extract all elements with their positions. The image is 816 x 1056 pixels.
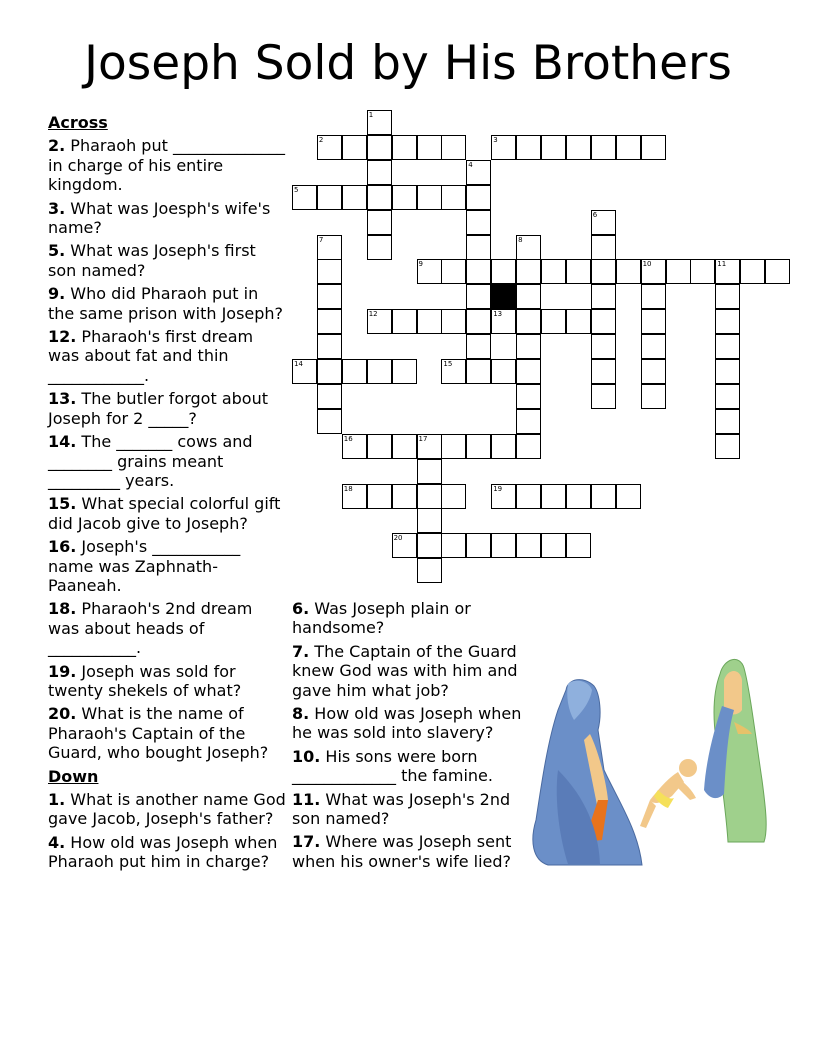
grid-cell[interactable] xyxy=(317,284,342,309)
grid-cell[interactable] xyxy=(591,135,616,160)
across-clue-list xyxy=(48,136,286,762)
clue-item xyxy=(48,537,286,595)
grid-cell[interactable] xyxy=(541,533,566,558)
down-clue-list-continued xyxy=(292,599,524,871)
standing-figure xyxy=(704,659,766,842)
grid-cell[interactable] xyxy=(616,135,641,160)
clue-text: Who did Pharaoh put in the same prison with Joseph? xyxy=(48,284,284,323)
clue-number: 6. xyxy=(292,599,310,618)
grid-cell[interactable] xyxy=(392,484,417,509)
grid-cell[interactable] xyxy=(641,309,666,334)
cell-number: 8 xyxy=(518,235,523,244)
grid-cell[interactable] xyxy=(392,185,417,210)
clue-number: 4. xyxy=(48,832,66,852)
seated-figure xyxy=(533,680,642,865)
clue-item xyxy=(48,833,286,872)
grid-cell[interactable] xyxy=(591,309,616,334)
grid-cell[interactable] xyxy=(566,533,591,558)
cell-number: 13 xyxy=(493,310,503,319)
grid-cell[interactable] xyxy=(417,309,442,334)
clue-text: What was Joseph's 2nd son named? xyxy=(292,789,511,829)
grid-cell[interactable] xyxy=(317,359,342,384)
clue-number: 8. xyxy=(292,704,310,724)
grid-cell[interactable] xyxy=(466,359,491,384)
grid-cell[interactable] xyxy=(342,185,367,210)
clue-text: The Captain of the Guard knew God was with him and gave him what job? xyxy=(292,641,518,700)
clue-text: Pharaoh's first dream was about fat and thin ____________. xyxy=(48,327,254,385)
grid-cell[interactable] xyxy=(690,259,715,284)
grid-cell[interactable] xyxy=(441,185,466,210)
across-heading: Across xyxy=(48,113,108,132)
grid-cell[interactable] xyxy=(491,533,516,558)
grid-cell[interactable] xyxy=(616,259,641,284)
grid-cell[interactable] xyxy=(317,185,342,210)
grid-cell[interactable] xyxy=(616,484,641,509)
clues-right-column xyxy=(292,599,524,875)
clue-item xyxy=(292,599,524,638)
clue-number: 13. xyxy=(48,389,77,409)
clue-item xyxy=(48,432,286,490)
clue-item xyxy=(48,662,286,701)
grid-cell[interactable] xyxy=(566,484,591,509)
grid-cell[interactable] xyxy=(342,135,367,160)
clue-text: What was Joesph's wife's name? xyxy=(48,198,271,238)
grid-cell[interactable] xyxy=(715,284,740,309)
grid-cell[interactable] xyxy=(516,235,541,260)
grid-cell[interactable] xyxy=(441,259,466,284)
grid-cell[interactable] xyxy=(541,484,566,509)
clue-number: 3. xyxy=(48,198,66,218)
grid-cell[interactable] xyxy=(317,309,342,334)
grid-cell[interactable] xyxy=(516,409,541,434)
grid-cell[interactable] xyxy=(392,434,417,459)
cell-number: 3 xyxy=(493,135,498,144)
grid-cell[interactable] xyxy=(491,309,516,334)
clue-text: Was Joseph plain or handsome? xyxy=(292,599,471,638)
cell-number: 18 xyxy=(343,484,353,493)
grid-cell[interactable] xyxy=(441,359,466,384)
grid-cell[interactable] xyxy=(516,284,541,309)
grid-cell[interactable] xyxy=(591,235,616,260)
cell-number: 6 xyxy=(592,210,598,219)
grid-cell[interactable] xyxy=(441,309,466,334)
clue-number: 1. xyxy=(48,790,66,809)
cell-number: 16 xyxy=(343,434,353,443)
clue-number: 15. xyxy=(48,494,77,514)
clue-number: 9. xyxy=(48,284,66,304)
grid-cell[interactable] xyxy=(392,135,417,160)
clue-number: 11. xyxy=(292,789,321,809)
clue-item xyxy=(292,642,524,700)
cell-number: 15 xyxy=(443,360,453,368)
cell-number: 14 xyxy=(294,360,303,368)
grid-cell[interactable] xyxy=(392,359,417,384)
grid-cell[interactable] xyxy=(292,359,317,384)
cell-number: 19 xyxy=(493,484,503,493)
grid-cell[interactable] xyxy=(591,259,616,284)
grid-cell[interactable] xyxy=(367,185,392,210)
grid-cell[interactable] xyxy=(466,309,491,334)
clue-text: Joseph was sold for twenty shekels of what? xyxy=(48,661,242,700)
grid-cell[interactable] xyxy=(466,284,491,309)
grid-cell[interactable] xyxy=(516,359,541,384)
clue-text: What is another name God gave Jacob, Joseph's father? xyxy=(48,790,286,829)
grid-cell[interactable] xyxy=(566,309,591,334)
grid-cell[interactable] xyxy=(715,384,740,409)
grid-cell[interactable] xyxy=(516,135,541,160)
cell-number: 5 xyxy=(294,185,299,194)
grid-cell[interactable] xyxy=(516,434,541,459)
cell-number: 17 xyxy=(418,434,428,443)
grid-cell[interactable] xyxy=(292,185,317,210)
clue-item xyxy=(48,790,286,829)
grid-cell[interactable] xyxy=(417,508,442,533)
grid-cell[interactable] xyxy=(317,384,342,409)
grid-cell[interactable] xyxy=(466,259,491,284)
grid-cell[interactable] xyxy=(342,359,367,384)
clue-item xyxy=(48,494,286,533)
clue-item xyxy=(48,284,286,323)
grid-cell[interactable] xyxy=(466,235,491,260)
grid-cell[interactable] xyxy=(516,334,541,359)
clue-text: Joseph's ___________ name was Zaphnath-Paaneah. xyxy=(48,537,241,595)
grid-cell[interactable] xyxy=(367,110,392,135)
cell-number: 7 xyxy=(318,235,324,244)
grid-cell[interactable] xyxy=(591,484,616,509)
grid-cell[interactable] xyxy=(641,359,666,384)
cell-number: 11 xyxy=(717,260,727,269)
clue-item xyxy=(48,241,286,280)
grid-cell[interactable] xyxy=(417,533,442,558)
clue-number: 5. xyxy=(48,241,66,261)
grid-cell[interactable] xyxy=(491,259,516,284)
grid-cell[interactable] xyxy=(417,459,442,484)
clue-text: Pharaoh put ______________ in charge of his entire kingdom. xyxy=(48,136,285,195)
clue-number: 10. xyxy=(292,746,321,766)
grid-cell[interactable] xyxy=(765,259,790,284)
cell-number: 12 xyxy=(368,310,378,319)
grid-cell[interactable] xyxy=(715,334,740,359)
grid-cell[interactable] xyxy=(417,484,442,509)
clue-item xyxy=(292,832,524,871)
grid-cell[interactable] xyxy=(491,135,516,160)
grid-cell[interactable] xyxy=(367,235,392,260)
clue-text: What special colorful gift did Jacob give to Joseph? xyxy=(48,494,281,533)
grid-cell[interactable] xyxy=(417,259,442,284)
clue-number: 16. xyxy=(48,537,77,557)
grid-cell[interactable] xyxy=(566,259,591,284)
grid-cell[interactable] xyxy=(466,533,491,558)
clue-text: Where was Joseph sent when his owner's wife lied? xyxy=(292,832,512,871)
grid-cell[interactable] xyxy=(591,359,616,384)
clue-item xyxy=(48,199,286,238)
grid-cell[interactable] xyxy=(541,259,566,284)
clue-text: What is the name of Pharaoh's Captain of the Guard, who bought Joseph? xyxy=(48,704,269,763)
clue-number: 19. xyxy=(48,661,77,681)
clue-text: Pharaoh's 2nd dream was about heads of ___________. xyxy=(48,599,253,658)
cell-number: 10 xyxy=(642,260,652,269)
grid-cell[interactable] xyxy=(417,558,442,583)
grid-cell[interactable] xyxy=(641,334,666,359)
grid-cell[interactable] xyxy=(541,135,566,160)
grid-cell[interactable] xyxy=(317,334,342,359)
grid-cell[interactable] xyxy=(466,334,491,359)
grid-cell[interactable] xyxy=(740,259,765,284)
grid-cell[interactable] xyxy=(342,484,367,509)
cell-number: 20 xyxy=(393,534,403,543)
grid-cell[interactable] xyxy=(466,185,491,210)
cell-number: 1 xyxy=(368,111,374,119)
grid-cell[interactable] xyxy=(466,160,491,185)
grid-cell[interactable] xyxy=(317,409,342,434)
clue-item xyxy=(292,790,524,829)
clue-number: 14. xyxy=(48,432,77,452)
grid-cell[interactable] xyxy=(715,359,740,384)
grid-cell[interactable] xyxy=(317,135,342,160)
grid-cell[interactable] xyxy=(641,384,666,409)
grid-cell[interactable] xyxy=(591,384,616,409)
grid-cell[interactable] xyxy=(491,359,516,384)
baby-figure xyxy=(640,759,697,828)
page-title: Joseph Sold by His Brothers xyxy=(84,36,732,91)
clue-number: 12. xyxy=(48,327,77,347)
grid-cell[interactable] xyxy=(367,484,392,509)
grid-cell[interactable] xyxy=(367,309,392,334)
grid-cell[interactable] xyxy=(591,284,616,309)
grid-cell[interactable] xyxy=(466,210,491,235)
clue-item xyxy=(48,704,286,762)
grid-cell[interactable] xyxy=(715,434,740,459)
down-clue-list xyxy=(48,790,286,872)
grid-cell[interactable] xyxy=(417,185,442,210)
grid-cell[interactable] xyxy=(441,533,466,558)
clue-text: His sons were born _____________ the famine. xyxy=(292,746,493,786)
grid-cell[interactable] xyxy=(367,135,392,160)
grid-cell[interactable] xyxy=(516,484,541,509)
clue-item xyxy=(292,747,524,786)
grid-block xyxy=(491,284,516,309)
grid-cell[interactable] xyxy=(367,210,392,235)
grid-cell[interactable] xyxy=(367,359,392,384)
grid-cell[interactable] xyxy=(715,309,740,334)
clue-item xyxy=(292,704,524,743)
grid-cell[interactable] xyxy=(591,334,616,359)
grid-cell[interactable] xyxy=(541,309,566,334)
clue-item xyxy=(48,599,286,657)
clue-item xyxy=(48,136,286,194)
grid-cell[interactable] xyxy=(441,135,466,160)
grid-cell[interactable] xyxy=(392,533,417,558)
clue-text: How old was Joseph when he was sold into slavery? xyxy=(292,704,522,743)
cell-number: 4 xyxy=(468,160,473,169)
grid-cell[interactable] xyxy=(441,434,466,459)
grid-cell[interactable] xyxy=(441,484,466,509)
clue-text: What was Joseph's first son named? xyxy=(48,241,256,280)
clue-number: 7. xyxy=(292,641,310,661)
grid-cell[interactable] xyxy=(342,434,367,459)
clue-number: 20. xyxy=(48,704,77,724)
clue-number: 18. xyxy=(48,599,77,619)
grid-cell[interactable] xyxy=(666,259,691,284)
grid-cell[interactable] xyxy=(491,484,516,509)
grid-cell[interactable] xyxy=(367,434,392,459)
grid-cell[interactable] xyxy=(641,284,666,309)
clue-item xyxy=(48,389,286,428)
grid-cell[interactable] xyxy=(641,135,666,160)
cell-number: 9 xyxy=(418,260,423,269)
grid-cell[interactable] xyxy=(715,409,740,434)
cell-number: 2 xyxy=(318,135,324,144)
grid-cell[interactable] xyxy=(317,259,342,284)
grid-cell[interactable] xyxy=(491,434,516,459)
grid-cell[interactable] xyxy=(516,259,541,284)
clue-text: The butler forgot about Joseph for 2 _____? xyxy=(48,389,268,428)
grid-cell[interactable] xyxy=(367,160,392,185)
grid-cell[interactable] xyxy=(641,259,666,284)
clue-item xyxy=(48,327,286,385)
grid-cell[interactable] xyxy=(516,533,541,558)
grid-cell[interactable] xyxy=(516,384,541,409)
down-heading: Down xyxy=(48,766,99,786)
clues-left-column xyxy=(48,113,286,876)
grid-cell[interactable] xyxy=(715,259,740,284)
grid-cell[interactable] xyxy=(516,309,541,334)
grid-cell[interactable] xyxy=(392,309,417,334)
grid-cell[interactable] xyxy=(566,135,591,160)
joseph-illustration xyxy=(528,650,778,880)
grid-cell[interactable] xyxy=(466,434,491,459)
grid-cell[interactable] xyxy=(417,135,442,160)
grid-cell[interactable] xyxy=(417,434,442,459)
clue-text: How old was Joseph when Pharaoh put him in charge? xyxy=(48,832,278,872)
grid-cell[interactable] xyxy=(591,210,616,235)
clue-text: The _______ cows and ________ grains meant _________ years. xyxy=(48,432,253,490)
clue-number: 17. xyxy=(292,832,321,852)
clue-number: 2. xyxy=(48,136,66,156)
grid-cell[interactable] xyxy=(317,235,342,260)
